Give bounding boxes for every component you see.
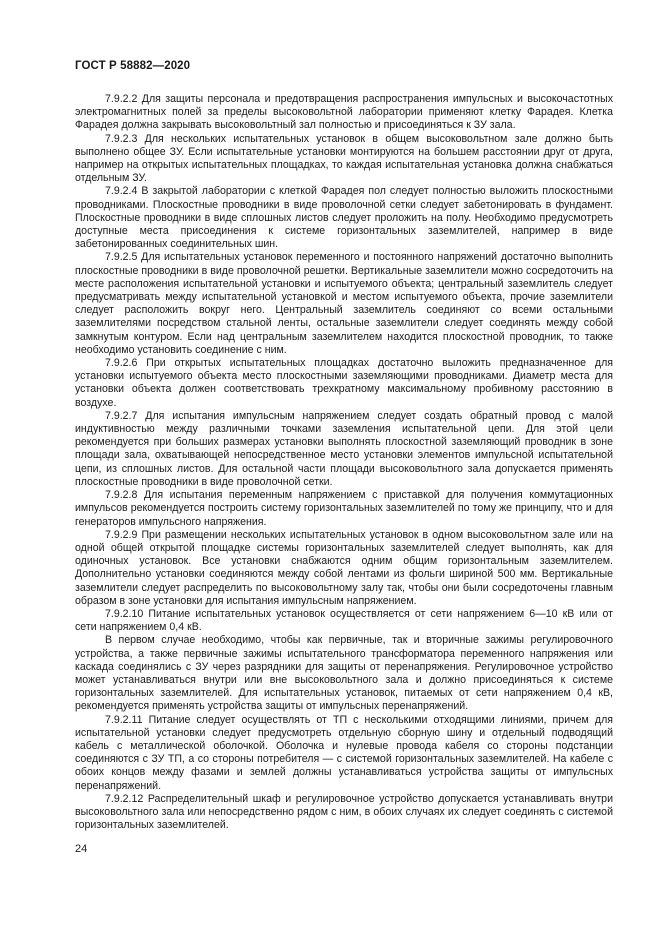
clause-7-9-2-9: 7.9.2.9 При размещении нескольких испытательных установок в одном высоковольтном зале или на одной общей открытой площадке системы горизонтальных заземлителей следует выполнять, как для одиночных установок. Все установки снабжаются одним общим горизонтальным заземлителем. Дополнительно установки соединяются между собой лентами из фольги шириной 500 мм. Вертикальные заземлители следует распределить по высоковольтному залу так, чтобы они были сосредоточены главным образом в зоне установки для испытания импульсным напряжением. [75, 528, 613, 607]
clause-7-9-2-6: 7.9.2.6 При открытых испытательных площадках достаточно выложить предназначенное для установки испытуемого объекта место плоскостными заземляющими проводниками. Диаметр места для установки объекта должен соответствовать трехкратному максимальному пробивному расстоянию в воздухе. [75, 357, 613, 409]
clause-7-9-2-12: 7.9.2.12 Распределительный шкаф и регулировочное устройство допускается устанавливать внутри высоковольтного зала или непосредственно рядом с ним, в обоих случаях их следует соединять с системой горизонтальных заземлителей. [75, 792, 613, 832]
clause-7-9-2-10-continuation: В первом случае необходимо, чтобы как первичные, так и вторичные зажимы регулировочного устройства, а также первичные зажимы испытательного трансформатора переменного напряжения или каскада соединялись с ЗУ через разрядники для защиты от перенапряжения. Регулировочное устройство может устанавливаться внутри или вне высоковольтного зала и должно присоединяться к системе горизонтальных заземлителей. Для испытательных установок, питаемых от сети напряжением 0,4 кВ, рекомендуется применять устройства защиты от импульсных перенапряжений. [75, 634, 613, 713]
clause-7-9-2-2: 7.9.2.2 Для защиты персонала и предотвращения распространения импульсных и высокочастотных электромагнитных полей за пределы высоковольтной лаборатории применяют клетку Фарадея. Клетка Фарадея должна закрывать высоковольтный зал полностью и присоединяться к ЗУ зала. [75, 93, 613, 132]
standard-designation: ГОСТ Р 58882—2020 [75, 60, 191, 72]
clause-7-9-2-5: 7.9.2.5 Для испытательных установок переменного и постоянного напряжений достаточно выполнить плоскостные проводники в виде проволочной решетки. Вертикальные заземлители можно сосредоточить на месте расположения испытательной установки и испытуемого объекта; центральный заземлитель следует предусматривать между испытательной установкой и местом испытуемого объекта, прочие заземлители следует расположить вокруг него. Центральный заземлитель соединяют со всеми остальными заземлителями посредством стальной ленты, остальные заземлители следует соединять между собой замкнутым контуром. Если над центральным заземлителем находится плоскостной проводник, то также необходимо установить соединение с ним. [75, 251, 613, 356]
clause-7-9-2-7: 7.9.2.7 Для испытания импульсным напряжением следует создать обратный провод с малой индуктивностью между различными точками заземления испытательной цепи. Для этой цели рекомендуется при больших размерах установки выполнять плоскостной заземляющий проводник в зоне площади зала, охватывающей непосредственное место установки элементов импульсной испытательной цепи, из сплошных листов. Для остальной части площади высоковольтного зала допускается применять плоскостные проводники в виде проволочной сетки. [75, 409, 613, 488]
clause-7-9-2-10: 7.9.2.10 Питание испытательных установок осуществляется от сети напряжением 6—10 кВ или от сети напряжением 0,4 кВ. [75, 607, 613, 634]
clause-7-9-2-8: 7.9.2.8 Для испытания переменным напряжением с приставкой для получения коммутационных импульсов рекомендуется построить систему горизонтальных заземлителей по тому же принципу, что и для генераторов импульсного напряжения. [75, 489, 613, 528]
clause-7-9-2-4: 7.9.2.4 В закрытой лаборатории с клеткой Фарадея пол следует полностью выложить плоскостными проводниками. Плоскостные проводники в виде проволочной сетки следует забетонировать в фундамент. Плоскостные проводники в виде сплошных листов следует проложить на полу. Необходимо предусмотреть доступные места присоединения к системе горизонтальных заземлителей, например в виде забетонированных соединительных шин. [75, 185, 613, 251]
body-text [75, 93, 613, 832]
page-number: 24 [75, 843, 88, 855]
clause-7-9-2-3: 7.9.2.3 Для нескольких испытательных установок в общем высоковольтном зале должно быть выполнено общее ЗУ. Если испытательные установки монтируются на большем расстоянии друг от друга, например на открытых испытательных площадках, то каждая испытательная установка должна снабжаться отдельным ЗУ. [75, 132, 613, 185]
clause-7-9-2-11: 7.9.2.11 Питание следует осуществлять от ТП с несколькими отходящими линиями, причем для испытательной установки следует предусмотреть отдельную сборную шину и отдельный подводящий кабель с металлической оболочкой. Оболочка и нулевые провода кабеля со стороны подстанции соединяются с ЗУ ТП, а со стороны потребителя — с системой горизонтальных заземлителей. На кабеле с обоих концов между фазами и землей должны устанавливаться устройства защиты от импульсных перенапряжений. [75, 713, 613, 792]
